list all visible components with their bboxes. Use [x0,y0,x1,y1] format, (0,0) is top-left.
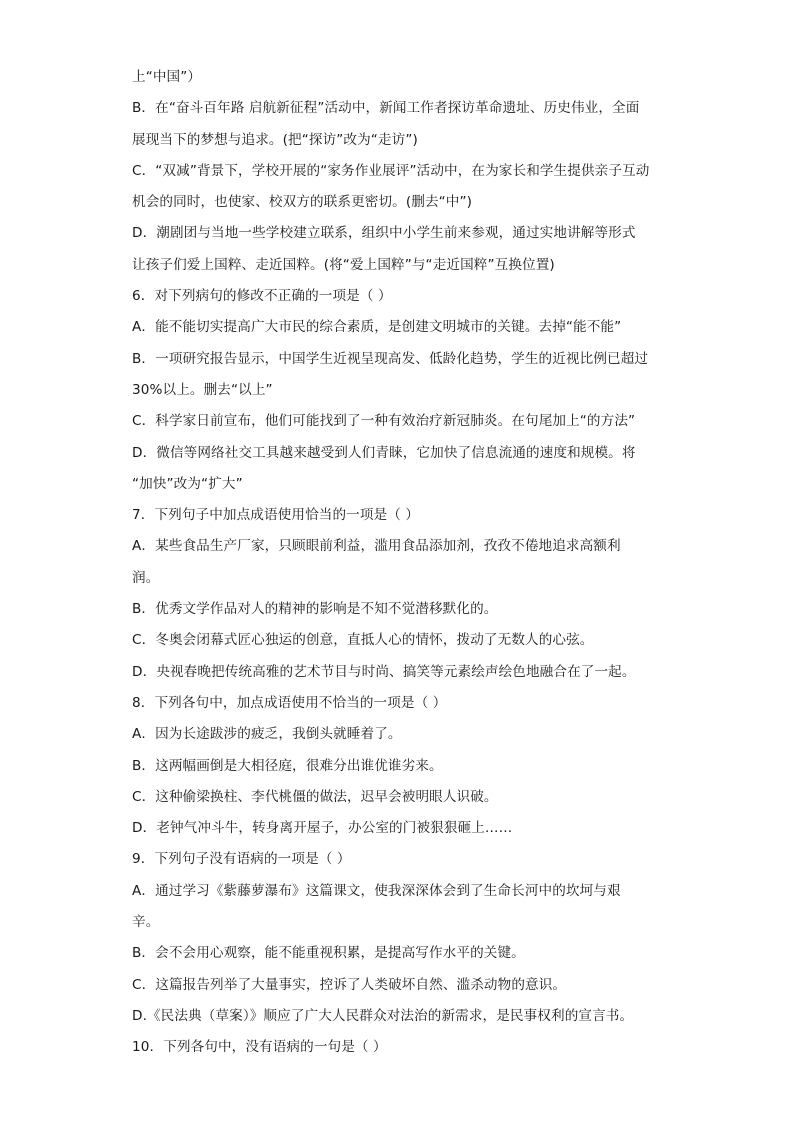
text-line: D．微信等网络社交工具越来越受到人们青睐，它加快了信息流通的速度和规模。将 [132,444,636,461]
text-line: B．优秀文学作品对人的精神的影响是不知不觉潜移默化的。 [132,601,498,618]
text-line: D．央视春晚把传统高雅的艺术节目与时尚、搞笑等元素绘声绘色地融合在了一起。 [132,663,636,680]
text-line: C．“双减”背景下，学校开展的“家务作业展评”活动中，在为家长和学生提供亲子互动 [132,162,650,179]
text-line: D.《民法典（草案）》顺应了广大人民群众对法治的新需求，是民事权利的宣言书。 [132,1007,634,1024]
text-line: B．会不会用心观察，能不能重视积累，是提高写作水平的关键。 [132,945,525,962]
text-line: 30%以上。删去“以上” [132,381,273,398]
text-line: A．能不能切实提高广大市民的综合素质，是创建文明城市的关键。去掉“能不能” [132,319,622,336]
text-line: B．这两幅画倒是大相径庭，很难分出谁优谁劣来。 [132,757,443,774]
text-line: A．某些食品生产厂家，只顾眼前利益，滥用食品添加剂，孜孜不倦地追求高额利 [132,538,621,555]
text-line: C．科学家日前宣布，他们可能找到了一种有效治疗新冠肺炎。在句尾加上“的方法” [132,413,636,430]
question-heading: 8．下列各句中，加点成语使用不恰当的一项是（ ） [132,694,447,711]
text-line: “加快”改为“扩大” [132,475,243,492]
text-line: 机会的同时，也使家、校双方的联系更密切。(删去“中”) [132,194,473,211]
text-line: 让孩子们爱上国粹、走近国粹。(将“爱上国粹”与“走近国粹”互换位置) [132,256,555,273]
text-line: C．冬奥会闭幕式匠心独运的创意，直抵人心的情怀，拨动了无数人的心弦。 [132,632,594,649]
text-line: D．老钟气冲斗牛，转身离开屋子，办公室的门被狠狠砸上…… [132,820,513,837]
question-heading: 9．下列句子没有语病的一项是（ ） [132,851,351,868]
text-line: A．因为长途跋涉的疲乏，我倒头就睡着了。 [132,726,402,743]
text-line: 润。 [132,569,160,586]
text-line: C．这种偷梁换柱、李代桃僵的做法，迟早会被明眼人识破。 [132,788,498,805]
question-heading: 7．下列句子中加点成语使用恰当的一项是（ ） [132,507,420,524]
text-line: B．在“奋斗百年路 启航新征程”活动中，新闻工作者探访革命遗址、历史伟业，全面 [132,100,640,117]
question-heading: 6．对下列病句的修改不正确的一项是（ ） [132,288,392,305]
text-line: D．潮剧团与当地一些学校建立联系，组织中小学生前来参观，通过实地讲解等形式 [132,225,636,242]
text-line: A．通过学习《紫藤萝瀑布》这篇课文，使我深深体会到了生命长河中的坎坷与艰 [132,882,621,899]
question-heading: 10．下列各句中，没有语病的一句是（ ） [132,1039,387,1056]
text-line: B．一项研究报告显示，中国学生近视呈现高发、低龄化趋势，学生的近视比例已超过 [132,350,649,367]
text-line: 上“中国”） [132,69,202,85]
text-line: 辛。 [132,914,160,931]
text-line: C．这篇报告列举了大量事实，控诉了人类破坏自然、滥杀动物的意识。 [132,976,567,993]
text-line: 展现当下的梦想与追求。(把“探访”改为“走访”) [132,131,418,148]
document-body [132,62,672,1064]
